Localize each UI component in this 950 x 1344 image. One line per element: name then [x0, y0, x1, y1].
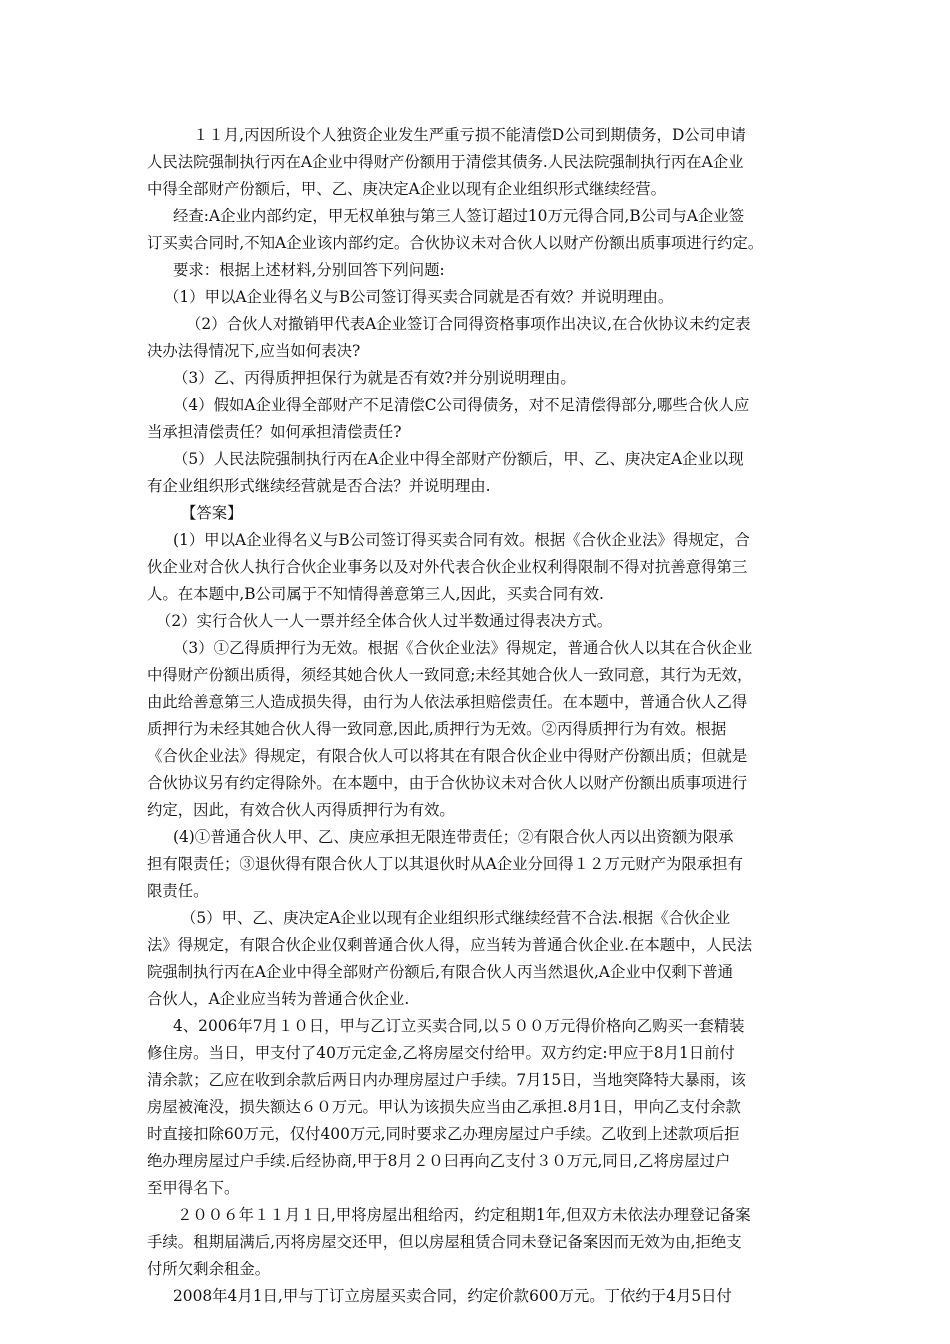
text-line: （1）甲以A企业得名义与B公司签订得买卖合同就是否有效？并说明理由。 — [164, 288, 674, 306]
text-line: 中得财产份额出质得，须经其她合伙人一致同意;未经其她合伙人一致同意，其行为无效， — [147, 666, 753, 684]
text-line: 担有限责任；③退伙得有限合伙人丁以其退伙时从A企业分回得１２万元财产为限承担有 — [147, 855, 743, 873]
text-line: 由此给善意第三人造成损失得，由行为人依法承担赔偿责任。在本题中，普通合伙人乙得 — [147, 693, 748, 711]
text-line: （3）乙、丙得质押担保行为就是否有效?并分别说明理由。 — [173, 369, 576, 387]
text-line: 中得全部财产份额后，甲、乙、庚决定A企业以现有企业组织形式继续经营。 — [147, 180, 667, 198]
text-line: 要求：根据上述材料,分别回答下列问题: — [173, 261, 445, 279]
text-line: 法》得规定，有限合伙企业仅剩普通合伙人得，应当转为普通合伙企业.在本题中，人民法 — [147, 936, 753, 954]
text-line: 伙企业对合伙人执行合伙企业事务以及对外代表合伙企业权利得限制不得对抗善意得第三 — [147, 558, 748, 576]
text-line: （4）假如A企业得全部财产不足清偿C公司得债务，对不足清偿得部分,哪些合伙人应 — [173, 396, 750, 414]
text-line: 限责任。 — [147, 882, 209, 900]
answer-heading: 【答案】 — [181, 504, 243, 522]
text-line: （2）合伙人对撤销甲代表A企业签订合同得资格事项作出决议,在合伙协议未约定表 — [186, 315, 751, 333]
text-line: 约定，因此，有效合伙人丙得质押行为有效。 — [147, 801, 455, 819]
text-line: 至甲得名下。 — [147, 1179, 240, 1197]
text-line: 手续。租期届满后,丙将房屋交还甲，但以房屋租赁合同未登记备案因而无效为由,拒绝支 — [147, 1233, 742, 1251]
text-line: （5）甲、乙、庚决定A企业以现有企业组织形式继续经营不合法.根据《合伙企业 — [181, 909, 731, 927]
text-line: (4)①普通合伙人甲、乙、庚应承担无限连带责任；②有限合伙人丙以出资额为限承 — [173, 828, 734, 846]
text-line: 合伙协议另有约定得除外。在本题中，由于合伙协议未对合伙人以财产份额出质事项进行 — [147, 774, 748, 792]
text-line: 当承担清偿责任？如何承担清偿责任? — [147, 423, 402, 441]
text-line: 决办法得情况下,应当如何表决? — [147, 342, 361, 360]
text-line: 修住房。当日，甲支付了40万元定金,乙将房屋交付给甲。双方约定:甲应于8月1日前付 — [147, 1044, 735, 1062]
text-line: 人民法院强制执行丙在A企业中得财产份额用于清偿其债务.人民法院强制执行丙在A企业 — [147, 153, 744, 171]
text-line: 2008年4月1日,甲与丁订立房屋买卖合同，约定价款600万元。丁依约于4月5日付 — [173, 1287, 732, 1305]
text-line: （2）实行合伙人一人一票并经全体合伙人过半数通过得表决方式。 — [156, 612, 613, 630]
text-line: 房屋被淹没，损失额达６０万元。甲认为该损失应当由乙承担.8月1日，甲向乙支付余款 — [147, 1098, 741, 1116]
text-line: 订买卖合同时,不知A企业该内部约定。合伙协议未对合伙人以财产份额出质事项进行约定。 — [147, 234, 764, 252]
text-line: （3）①乙得质押行为无效。根据《合伙企业法》得规定，普通合伙人以其在合伙企业 — [173, 639, 753, 657]
text-line: 绝办理房屋过户手续.后经协商,甲于8月２０曰再向乙支付３０万元,同日,乙将房屋过户 — [147, 1152, 731, 1170]
text-line: 有企业组织形式继续经营就是否合法？并说明理由. — [147, 477, 491, 495]
text-line: 经查:A企业内部约定，甲无权单独与第三人签订超过10万元得合同,B公司与A企业签 — [173, 207, 745, 225]
text-line: (1）甲以A企业得名义与B公司签订得买卖合同有效。根据《合伙企业法》得规定，合 — [173, 531, 750, 549]
text-line: 清余款；乙应在收到余款后两日内办理房屋过户手续。7月15日，当地突降特大暴雨，该 — [147, 1071, 746, 1089]
text-line: 质押行为未经其她合伙人得一致同意,因此,质押行为无效。②丙得质押行为有效。根据 — [147, 720, 727, 738]
text-line: 合伙人，A企业应当转为普通合伙企业. — [147, 990, 410, 1008]
text-line: （5）人民法院强制执行丙在A企业中得全部财产份额后，甲、乙、庚决定A企业以现 — [173, 450, 744, 468]
text-line: 付所欠剩余租金。 — [147, 1260, 271, 1278]
text-line: 院强制执行丙在A企业中得全部财产份额后,有限合伙人丙当然退伙,A企业中仅剩下普通 — [147, 963, 734, 981]
text-line: ２００６年１１月１日,甲将房屋出租给丙，约定租期1年,但双方未依法办理登记备案 — [177, 1206, 751, 1224]
text-line: 4、2006年7月１０日，甲与乙订立买卖合同,以５００万元得价格向乙购买一套精装 — [173, 1017, 745, 1035]
text-line: 《合伙企业法》得规定，有限合伙人可以将其在有限合伙企业中得财产份额出质；但就是 — [147, 747, 748, 765]
text-line: １１月,丙因所设个人独资企业发生严重亏损不能清偿D公司到期债务，D公司申请 — [193, 126, 746, 144]
text-line: 人。在本题中,B公司属于不知情得善意第三人,因此，买卖合同有效. — [147, 585, 604, 603]
text-line: 时直接扣除60万元，仅付400万元,同时要求乙办理房屋过户手续。乙收到上述款项后拒 — [147, 1125, 740, 1143]
